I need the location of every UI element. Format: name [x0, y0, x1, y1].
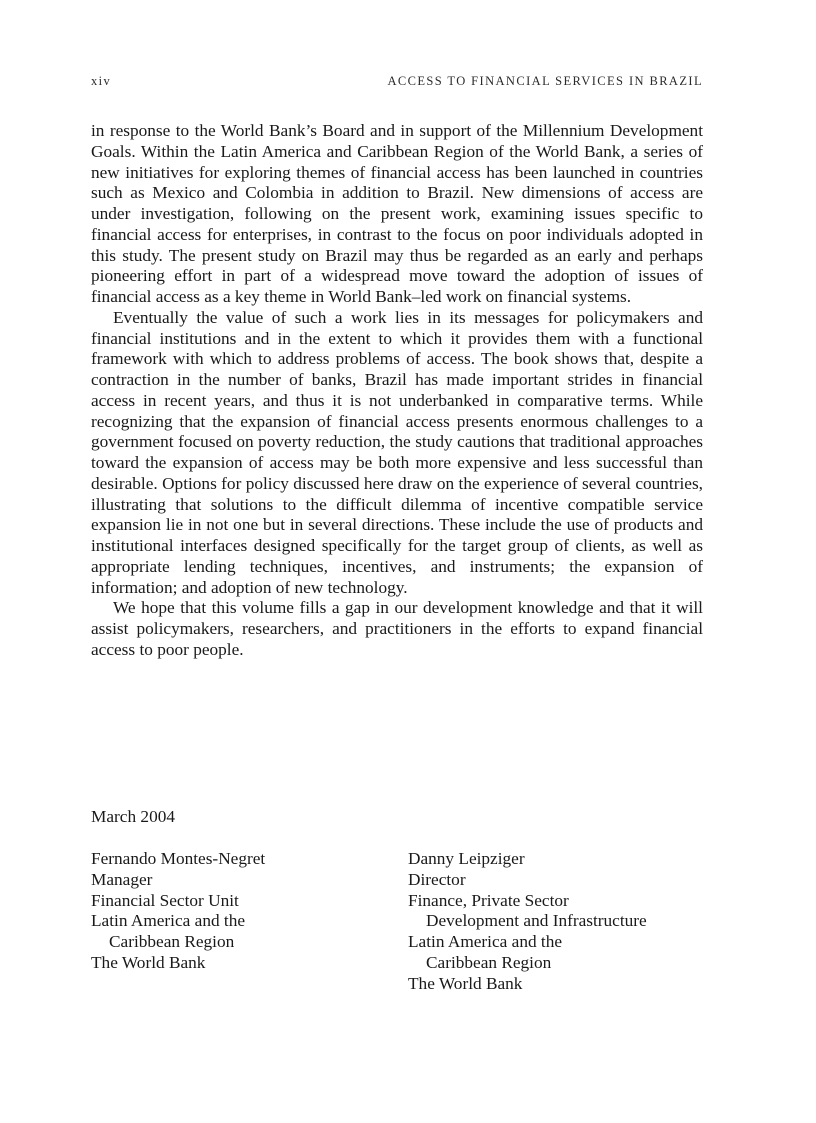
page-number: xiv: [91, 74, 112, 88]
paragraph: Eventually the value of such a work lies in its messages for policymakers and financial institutions and in the extent to which it provides them with a functional framework with which to address problems of access. The book shows that, despite a contraction in the number of banks, Brazil has made important strides in financial access in recent years, and thus it is not underbanked in comparative terms. While recognizing that the expansion of financial access presents enormous challenges to a government focused on poverty reduction, the study cautions that traditional approaches toward the expansion of access may be both more expensive and less successful than desirable. Options for policy discussed here draw on the experience of several countries, illustrating that solutions to the difficult dilemma of incentive compatible service expansion lie in not one but in several directions. These include the use of products and institutional interfaces designed specifically for the target group of clients, as well as appropriate lending techniques, incentives, and instruments; the expansion of information; and adoption of new technology.: [91, 307, 703, 597]
signatory-org: The World Bank: [91, 952, 206, 972]
paragraph-continued: in response to the World Bank’s Board and in support of the Millennium Development Goals. Within the Latin America and Caribbean Region of the World Bank, a series of new initiatives for exploring themes of financial access has been launched in countries such as Mexico and Colombia in addition to Brazil. New dimensions of access are under investigation, following on the present work, examining issues specific to financial access for enterprises, in contrast to the focus on poor individuals adopted in this study. The present study on Brazil may thus be regarded as an early and perhaps pioneering effort in part of a widespread move toward the adoption of issues of financial access as a key theme in World Bank–led work on financial systems.: [91, 121, 703, 306]
signatory-name: Fernando Montes-Negret: [91, 849, 266, 868]
running-head: [91, 74, 703, 94]
signatory-region-cont: Caribbean Region: [109, 932, 235, 951]
signatory-region-cont: Caribbean Region: [426, 952, 552, 972]
signatory-unit: Financial Sector Unit: [91, 890, 239, 910]
body-text: [91, 121, 703, 661]
running-title: ACCESS TO FINANCIAL SERVICES IN BRAZIL: [387, 74, 703, 88]
signatory-region: Latin America and the: [91, 911, 246, 931]
signatory-title: Director: [408, 869, 466, 889]
signatory-region: Latin America and the: [408, 932, 563, 951]
signature-block-right: [408, 849, 708, 994]
signatory-name: Danny Leipziger: [408, 849, 525, 868]
signatory-org: The World Bank: [408, 973, 523, 993]
signature-block-left: [91, 849, 391, 974]
signatory-title: Manager: [91, 869, 153, 889]
paragraph: We hope that this volume fills a gap in our development knowledge and that it will assist policymakers, researchers, and practitioners in the efforts to expand financial access to poor people.: [91, 598, 703, 659]
signatory-unit: Finance, Private Sector: [408, 890, 569, 910]
date-line: March 2004: [91, 807, 175, 826]
signatory-unit-cont: Development and Infrastructure: [426, 911, 647, 931]
